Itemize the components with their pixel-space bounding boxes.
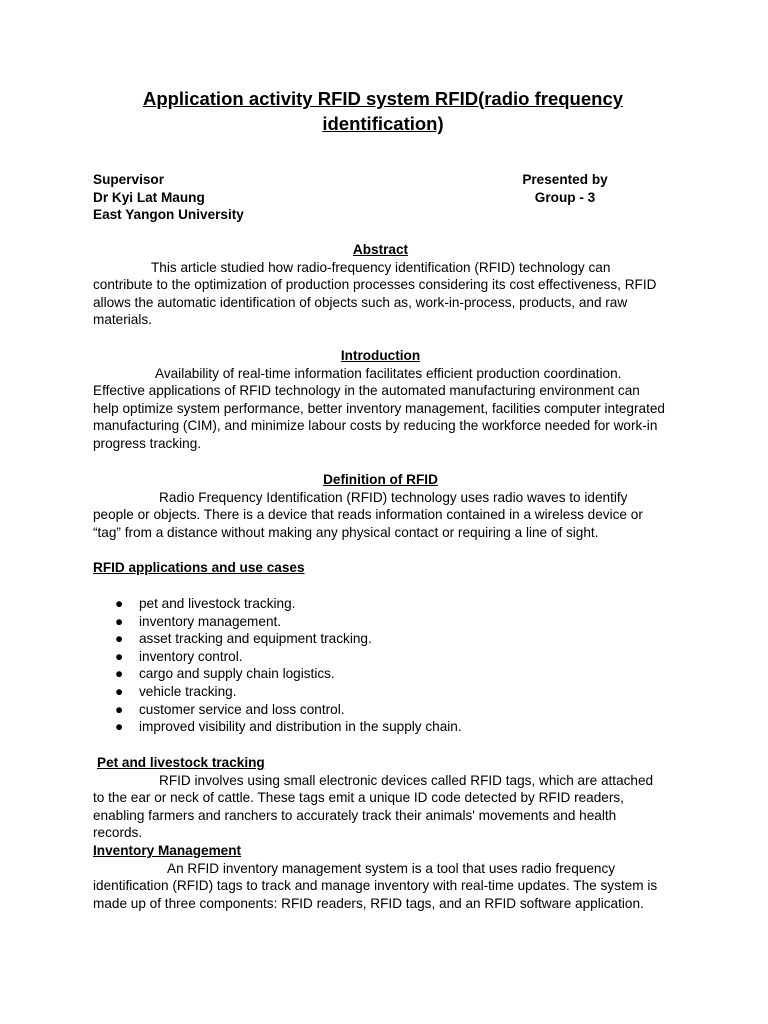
pet-tracking-heading: Pet and livestock tracking — [97, 755, 265, 770]
list-item — [93, 613, 668, 631]
applications-heading: RFID applications and use cases — [93, 560, 305, 575]
applications-list — [93, 595, 668, 736]
list-item — [93, 595, 668, 613]
list-item-text: pet and livestock tracking. — [139, 596, 296, 611]
introduction-section — [93, 347, 668, 453]
presented-by-label: Presented by — [522, 172, 608, 187]
bullet-icon: ● — [115, 596, 124, 611]
definition-text: Radio Frequency Identification (RFID) technology uses radio waves to identify people or objects. There is a device that reads information contained in a wireless device or “tag” from a distance without making any physical contact or requiring a line of sight. — [93, 489, 643, 540]
list-item — [93, 630, 668, 648]
list-item-text: improved visibility and distribution in the supply chain. — [139, 719, 462, 735]
list-item-text: inventory control. — [139, 648, 243, 664]
list-item — [93, 718, 668, 736]
list-item — [93, 701, 668, 719]
supervisor-label: Supervisor — [93, 172, 165, 187]
introduction-heading: Introduction — [340, 348, 421, 363]
bullet-icon: ● — [115, 648, 124, 664]
supervisor-name: Dr Kyi Lat Maung — [93, 189, 205, 205]
abstract-section — [93, 241, 668, 329]
list-item — [93, 648, 668, 666]
list-item-text: vehicle tracking. — [139, 683, 237, 699]
bullet-icon: ● — [115, 613, 124, 629]
list-item — [93, 665, 668, 683]
presenter-group: Group - 3 — [534, 189, 596, 205]
supervisor-block — [93, 171, 343, 224]
bullet-icon: ● — [115, 683, 124, 699]
supervisor-university: East Yangon University — [93, 207, 244, 223]
definition-heading: Definition of RFID — [323, 472, 438, 487]
list-item-text: inventory management. — [139, 613, 282, 629]
document-title: Application activity RFID system RFID(radio frequency identification) — [142, 88, 624, 134]
pet-tracking-section — [93, 754, 668, 842]
list-item-text: asset tracking and equipment tracking. — [139, 631, 372, 647]
bullet-icon: ● — [115, 666, 124, 682]
list-item-text: cargo and supply chain logistics. — [139, 666, 335, 682]
bullet-icon: ● — [115, 631, 124, 647]
inventory-section — [93, 842, 668, 912]
abstract-text: This article studied how radio-frequency identification (RFID) technology can contribute to the optimization of production processes considering its cost effectiveness, RFID allows the automatic identification of objects such as, work-in-process, products, and raw materials. — [93, 259, 657, 328]
inventory-heading: Inventory Management — [93, 843, 242, 858]
bullet-icon: ● — [115, 719, 124, 735]
introduction-text: Availability of real-time information facilitates efficient production coordination. Effective applications of RFID technology in the automated manufacturing environment can help optimize system performance, better inventory management, facilities computer integrated manufacturing (CIM), and minimize labour costs by reducing the workforce needed for work-in progress tracking. — [93, 365, 665, 451]
inventory-text: An RFID inventory management system is a tool that uses radio frequency identification (RFID) tags to track and manage inventory with real-time updates. The system is made up of three components: RFID readers, RFID tags, and an RFID software application. — [93, 860, 658, 911]
list-item — [93, 683, 668, 701]
abstract-heading: Abstract — [352, 242, 409, 257]
list-item-text: customer service and loss control. — [139, 701, 345, 717]
presenter-block — [505, 171, 625, 206]
bullet-icon: ● — [115, 701, 124, 717]
pet-tracking-text: RFID involves using small electronic devices called RFID tags, which are attached to the ear or neck of cattle. These tags emit a unique ID code detected by RFID readers, enabling farmers and ranchers to accurately track their animals' movements and health records. — [93, 772, 654, 841]
definition-section — [93, 471, 668, 541]
